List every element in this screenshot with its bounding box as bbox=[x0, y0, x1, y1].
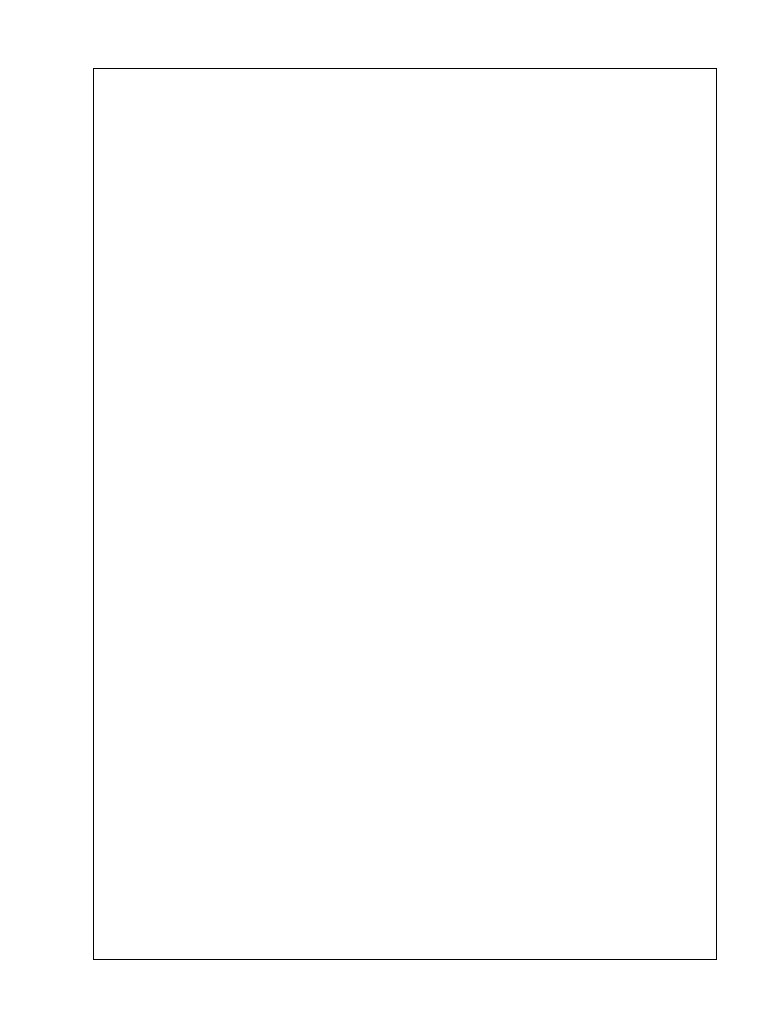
spec-sheet bbox=[93, 68, 717, 960]
sheet-title bbox=[94, 69, 716, 96]
